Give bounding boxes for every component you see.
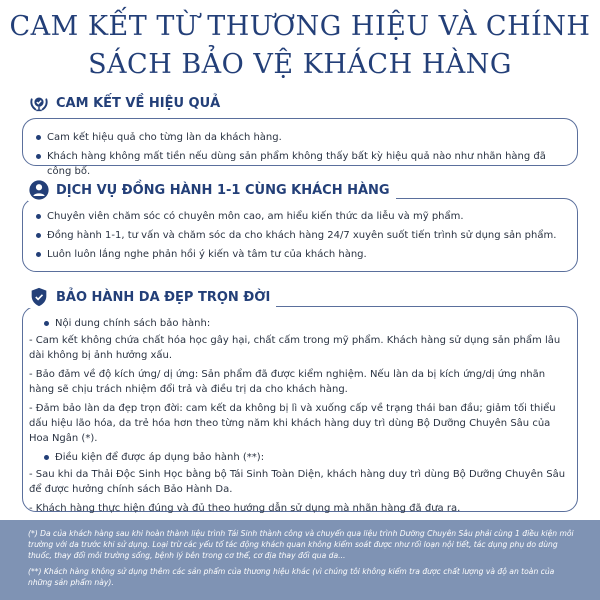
section-heading-label: BẢO HÀNH DA ĐẸP TRỌN ĐỜI	[56, 289, 271, 305]
warranty-heading	[28, 286, 276, 308]
footnotes	[0, 520, 600, 600]
list-item: Đồng hành 1-1, tư vấn và chăm sóc da cho khách hàng 24/7 xuyên suốt tiến trình sử dụng sản phẩm.	[33, 228, 565, 243]
effectiveness-heading	[28, 92, 226, 114]
footnote: (**) Khách hàng không sử dụng thêm các sản phẩm của thương hiệu khác (vì chúng tôi không kiểm tra được chất lượng và độ an toàn của những sản phẩm này).	[28, 567, 555, 587]
list-item: Khách hàng không mất tiền nếu dùng sản phẩm không thấy bất kỳ hiệu quả nào như nhãn hàng đã công bố.	[33, 149, 565, 179]
condition-line: - Khách hàng thực hiện đúng và đủ theo hướng dẫn sử dụng mà nhãn hàng đã đưa ra.	[29, 503, 461, 514]
condition-label: Điều kiện để được áp dụng bảo hành (**):	[41, 450, 567, 465]
page-title	[0, 8, 600, 84]
warranty-box	[22, 306, 578, 512]
policy-label: Nội dung chính sách bảo hành:	[41, 316, 567, 331]
user-circle-icon	[28, 179, 50, 201]
footnote: (*) Da của khách hàng sau khi hoàn thành liệu trình Tái Sinh thành công và chuyển qua liệu trình Dưỡng Chuyên Sâu phải cùng 1 điều kiện môi trường với da trước khi sử dụng. Loại trừ các yếu tố tác động khách quan không kiểm soát được như rối loạn nội tiết, tác dụng phụ do dùng thuốc, thay đổi môi trường sống, bệnh lý bên trong cơ thể, cơ địa thay đổi qua da...	[28, 529, 574, 560]
policy-line: - Cam kết không chứa chất hóa học gây hại, chất cấm trong mỹ phẩm. Khách hàng sử dụng sản phẩm lâu dài không bị ảnh hưởng xấu.	[29, 335, 561, 361]
section-heading-label: DỊCH VỤ ĐỒNG HÀNH 1-1 CÙNG KHÁCH HÀNG	[56, 182, 390, 198]
list-item: Chuyên viên chăm sóc có chuyên môn cao, am hiểu kiến thức da liễu và mỹ phẩm.	[33, 209, 565, 224]
companion-service-box	[22, 198, 578, 272]
companion-service-heading	[28, 179, 396, 201]
effectiveness-box	[22, 118, 578, 177]
section-heading-label: CAM KẾT VỀ HIỆU QUẢ	[56, 95, 221, 111]
policy-line: - Bảo đảm về độ kích ứng/ dị ứng: Sản phẩm đã được kiểm nghiệm. Nếu làn da bị kích ứng/dị ứng nhãn hàng sẽ chịu trách nhiệm đổi trả và điều trị da cho khách hàng.	[29, 369, 546, 395]
condition-line: - Sau khi da Thải Độc Sinh Học bằng bộ Tái Sinh Toàn Diện, khách hàng duy trì dùng Bộ Dưỡng Chuyên Sâu để được hưởng chính sách Bảo Hành Da.	[29, 469, 566, 495]
list-item: Cam kết hiệu quả cho từng làn da khách hàng.	[33, 130, 565, 145]
shield-check-icon	[28, 286, 50, 308]
policy-line: - Đảm bảo làn da đẹp trọn đời: cam kết da không bị lì và xuống cấp về trạng thái ban đầu; giảm tối thiểu dấu hiệu lão hóa, da trẻ hóa hơn theo từng năm khi khách hàng duy trì dùng Bộ Dưỡng Chuyên Sâu của Hoa Ngân (*).	[29, 403, 556, 444]
page-title-line-2: SÁCH BẢO VỆ KHÁCH HÀNG	[88, 49, 512, 80]
page-title-line-1: CAM KẾT TỪ THƯƠNG HIỆU VÀ CHÍNH	[9, 11, 591, 42]
list-item: Luôn luôn lắng nghe phản hồi ý kiến và tâm tư của khách hàng.	[33, 247, 565, 262]
laurel-badge-icon	[28, 92, 50, 114]
